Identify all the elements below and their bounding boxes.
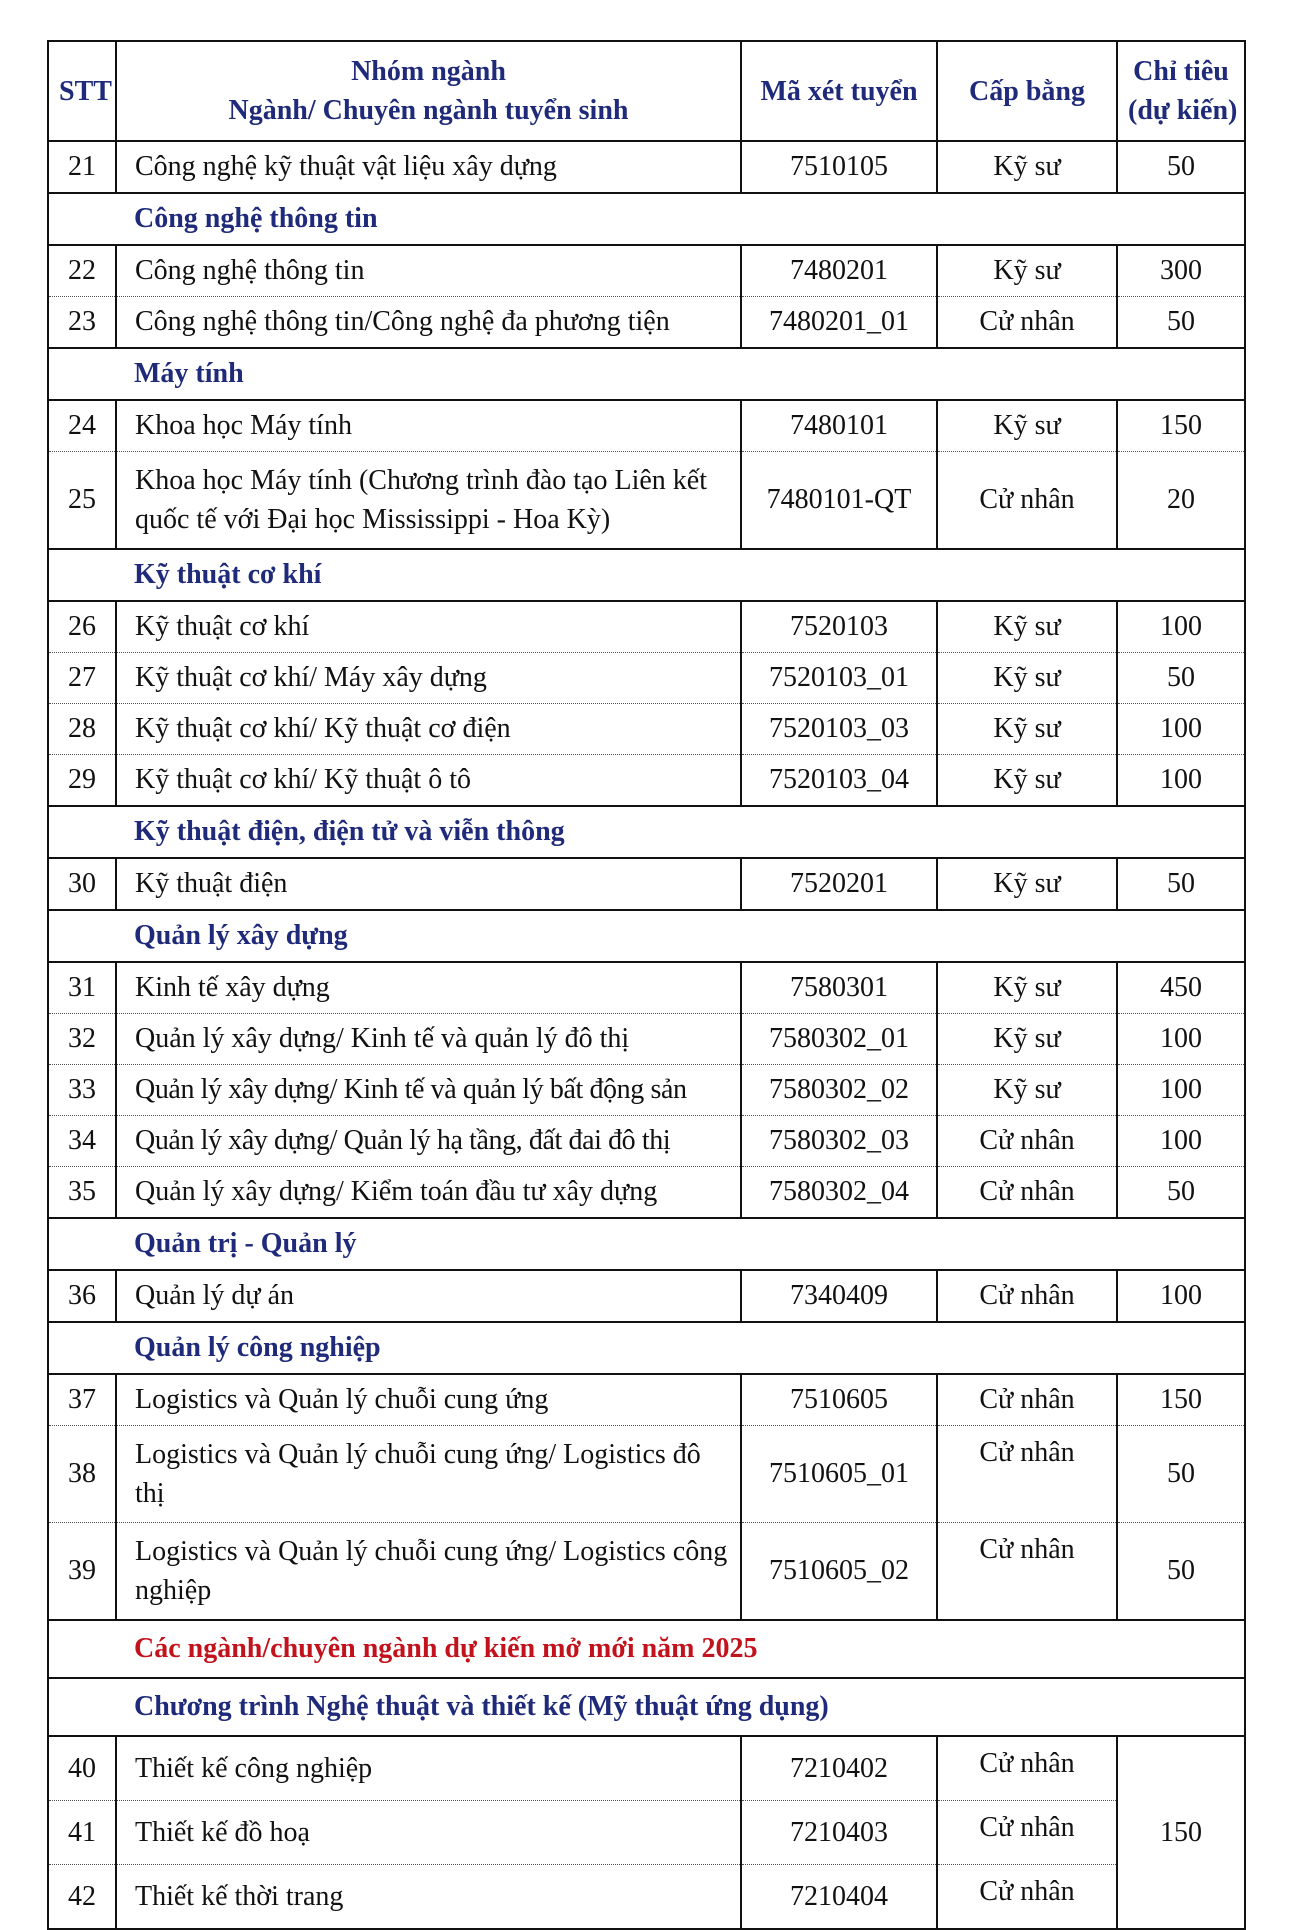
cell-quota: 150 xyxy=(1117,1374,1245,1426)
cell-quota: 50 xyxy=(1117,141,1245,193)
cell-code: 7210404 xyxy=(741,1865,937,1930)
cell-program: Công nghệ thông tin/Công nghệ đa phương tiện xyxy=(116,297,741,349)
cell-code: 7580302_01 xyxy=(741,1014,937,1065)
cell-program: Kinh tế xây dựng xyxy=(116,962,741,1014)
cell-stt: 33 xyxy=(48,1065,116,1116)
table-row xyxy=(48,1116,1245,1167)
cell-stt: 34 xyxy=(48,1116,116,1167)
header-program xyxy=(116,41,741,141)
cell-quota: 20 xyxy=(1117,452,1245,550)
cell-code: 7480201_01 xyxy=(741,297,937,349)
header-group-line1: Nhóm ngành xyxy=(351,56,506,87)
cell-program: Thiết kế thời trang xyxy=(116,1865,741,1930)
group-title: Quản trị - Quản lý xyxy=(116,1218,1245,1270)
cell-program: Kỹ thuật cơ khí xyxy=(116,601,741,653)
cell-stt: 31 xyxy=(48,962,116,1014)
cell-code: 7480201 xyxy=(741,245,937,297)
cell-stt: 30 xyxy=(48,858,116,910)
cell-degree: Kỹ sư xyxy=(937,704,1117,755)
header-quota-line1: Chỉ tiêu xyxy=(1133,56,1229,87)
cell-quota: 300 xyxy=(1117,245,1245,297)
cell-stt: 25 xyxy=(48,452,116,550)
cell-stt: 22 xyxy=(48,245,116,297)
cell-degree: Kỹ sư xyxy=(937,653,1117,704)
cell-degree: Kỹ sư xyxy=(937,1014,1117,1065)
admission-quota-table xyxy=(47,40,1246,1930)
new-programs-title: Các ngành/chuyên ngành dự kiến mở mới năm 2025 xyxy=(116,1620,1245,1678)
cell-degree: Kỹ sư xyxy=(937,962,1117,1014)
cell-code: 7210403 xyxy=(741,1801,937,1865)
group-row xyxy=(48,910,1245,962)
cell-quota-merged: 150 xyxy=(1117,1736,1245,1929)
group-title: Kỹ thuật cơ khí xyxy=(116,549,1245,601)
cell-program: Logistics và Quản lý chuỗi cung ứng/ Logistics công nghiệp xyxy=(116,1523,741,1621)
table-row xyxy=(48,601,1245,653)
header-code: Mã xét tuyển xyxy=(741,41,937,141)
cell-degree: Cử nhân xyxy=(937,1116,1117,1167)
cell-program: Quản lý xây dựng/ Kinh tế và quản lý đô thị xyxy=(116,1014,741,1065)
cell-degree: Cử nhân xyxy=(937,1736,1117,1801)
cell-quota: 100 xyxy=(1117,1065,1245,1116)
cell-stt: 40 xyxy=(48,1736,116,1801)
cell-program: Kỹ thuật cơ khí/ Kỹ thuật ô tô xyxy=(116,755,741,807)
table-row xyxy=(48,1014,1245,1065)
cell-quota: 50 xyxy=(1117,1426,1245,1523)
cell-code: 7510605_01 xyxy=(741,1426,937,1523)
cell-program: Kỹ thuật điện xyxy=(116,858,741,910)
cell-stt: 39 xyxy=(48,1523,116,1621)
cell-quota: 100 xyxy=(1117,1014,1245,1065)
table-row xyxy=(48,1736,1245,1801)
cell-program: Công nghệ thông tin xyxy=(116,245,741,297)
cell-quota: 100 xyxy=(1117,1270,1245,1322)
cell-code: 7520103_01 xyxy=(741,653,937,704)
cell-stt: 37 xyxy=(48,1374,116,1426)
cell-program: Quản lý dự án xyxy=(116,1270,741,1322)
cell-degree: Cử nhân xyxy=(937,297,1117,349)
cell-program: Quản lý xây dựng/ Kinh tế và quản lý bất động sản xyxy=(116,1065,741,1116)
table-row xyxy=(48,400,1245,452)
cell-stt: 26 xyxy=(48,601,116,653)
cell-degree: Cử nhân xyxy=(937,1426,1117,1523)
header-quota xyxy=(1117,41,1245,141)
cell-code: 7510605 xyxy=(741,1374,937,1426)
cell-degree: Kỹ sư xyxy=(937,141,1117,193)
table-row xyxy=(48,297,1245,349)
header-group-line2: Ngành/ Chuyên ngành tuyển sinh xyxy=(228,95,629,126)
cell-program: Logistics và Quản lý chuỗi cung ứng/ Logistics đô thị xyxy=(116,1426,741,1523)
cell-degree: Cử nhân xyxy=(937,1865,1117,1930)
cell-degree: Kỹ sư xyxy=(937,400,1117,452)
cell-program: Kỹ thuật cơ khí/ Máy xây dựng xyxy=(116,653,741,704)
group-row xyxy=(48,1218,1245,1270)
cell-code: 7510105 xyxy=(741,141,937,193)
cell-stt: 35 xyxy=(48,1167,116,1219)
cell-quota: 50 xyxy=(1117,653,1245,704)
group-row xyxy=(48,193,1245,245)
cell-program: Khoa học Máy tính xyxy=(116,400,741,452)
cell-program: Thiết kế đồ hoạ xyxy=(116,1801,741,1865)
cell-stt: 27 xyxy=(48,653,116,704)
table-row xyxy=(48,858,1245,910)
cell-stt: 23 xyxy=(48,297,116,349)
cell-quota: 450 xyxy=(1117,962,1245,1014)
cell-quota: 100 xyxy=(1117,704,1245,755)
cell-stt: 38 xyxy=(48,1426,116,1523)
table-row xyxy=(48,962,1245,1014)
group-title: Quản lý công nghiệp xyxy=(116,1322,1245,1374)
cell-quota: 150 xyxy=(1117,400,1245,452)
cell-degree: Cử nhân xyxy=(937,1270,1117,1322)
cell-code: 7210402 xyxy=(741,1736,937,1801)
cell-quota: 100 xyxy=(1117,1116,1245,1167)
cell-degree: Cử nhân xyxy=(937,1374,1117,1426)
cell-quota: 100 xyxy=(1117,755,1245,807)
table-row xyxy=(48,141,1245,193)
cell-code: 7580302_02 xyxy=(741,1065,937,1116)
cell-code: 7480101-QT xyxy=(741,452,937,550)
group-title: Công nghệ thông tin xyxy=(116,193,1245,245)
cell-stt: 21 xyxy=(48,141,116,193)
table-row xyxy=(48,1426,1245,1523)
cell-code: 7520201 xyxy=(741,858,937,910)
cell-program: Công nghệ kỹ thuật vật liệu xây dựng xyxy=(116,141,741,193)
cell-program: Logistics và Quản lý chuỗi cung ứng xyxy=(116,1374,741,1426)
cell-code: 7480101 xyxy=(741,400,937,452)
table-row xyxy=(48,704,1245,755)
header-row xyxy=(48,41,1245,141)
cell-degree: Kỹ sư xyxy=(937,755,1117,807)
table-row xyxy=(48,1270,1245,1322)
cell-code: 7340409 xyxy=(741,1270,937,1322)
cell-code: 7580301 xyxy=(741,962,937,1014)
cell-quota: 50 xyxy=(1117,858,1245,910)
table-row xyxy=(48,755,1245,807)
cell-program: Khoa học Máy tính (Chương trình đào tạo Liên kết quốc tế với Đại học Mississippi - Hoa Kỳ) xyxy=(116,452,741,550)
cell-code: 7520103_04 xyxy=(741,755,937,807)
cell-code: 7520103_03 xyxy=(741,704,937,755)
table-row xyxy=(48,1865,1245,1930)
cell-program: Thiết kế công nghiệp xyxy=(116,1736,741,1801)
cell-degree: Kỹ sư xyxy=(937,601,1117,653)
header-quota-line2: (dự kiến) xyxy=(1128,95,1238,126)
group-row xyxy=(48,1678,1245,1736)
cell-stt: 36 xyxy=(48,1270,116,1322)
cell-quota: 100 xyxy=(1117,601,1245,653)
group-title: Chương trình Nghệ thuật và thiết kế (Mỹ thuật ứng dụng) xyxy=(116,1678,1245,1736)
cell-stt: 41 xyxy=(48,1801,116,1865)
cell-stt: 32 xyxy=(48,1014,116,1065)
header-degree: Cấp bằng xyxy=(937,41,1117,141)
cell-stt: 42 xyxy=(48,1865,116,1930)
table-row xyxy=(48,653,1245,704)
group-title: Máy tính xyxy=(116,348,1245,400)
cell-program: Quản lý xây dựng/ Quản lý hạ tầng, đất đai đô thị xyxy=(116,1116,741,1167)
cell-stt: 24 xyxy=(48,400,116,452)
cell-stt: 28 xyxy=(48,704,116,755)
table-row xyxy=(48,1523,1245,1621)
group-row xyxy=(48,549,1245,601)
table-row xyxy=(48,1801,1245,1865)
cell-quota: 50 xyxy=(1117,1167,1245,1219)
cell-quota: 50 xyxy=(1117,1523,1245,1621)
cell-stt: 29 xyxy=(48,755,116,807)
table-row xyxy=(48,245,1245,297)
table-row xyxy=(48,1167,1245,1219)
group-title: Quản lý xây dựng xyxy=(116,910,1245,962)
cell-degree: Cử nhân xyxy=(937,1523,1117,1621)
cell-code: 7520103 xyxy=(741,601,937,653)
cell-code: 7510605_02 xyxy=(741,1523,937,1621)
cell-degree: Cử nhân xyxy=(937,1167,1117,1219)
cell-program: Quản lý xây dựng/ Kiểm toán đầu tư xây dựng xyxy=(116,1167,741,1219)
header-stt: STT xyxy=(48,41,116,141)
group-row xyxy=(48,806,1245,858)
new-programs-row xyxy=(48,1620,1245,1678)
table-row xyxy=(48,452,1245,550)
cell-degree: Kỹ sư xyxy=(937,858,1117,910)
cell-degree: Kỹ sư xyxy=(937,245,1117,297)
cell-quota: 50 xyxy=(1117,297,1245,349)
cell-code: 7580302_03 xyxy=(741,1116,937,1167)
table-row xyxy=(48,1065,1245,1116)
cell-degree: Kỹ sư xyxy=(937,1065,1117,1116)
cell-program: Kỹ thuật cơ khí/ Kỹ thuật cơ điện xyxy=(116,704,741,755)
cell-degree: Cử nhân xyxy=(937,452,1117,550)
cell-degree: Cử nhân xyxy=(937,1801,1117,1865)
group-title: Kỹ thuật điện, điện tử và viễn thông xyxy=(116,806,1245,858)
group-row xyxy=(48,1322,1245,1374)
cell-code: 7580302_04 xyxy=(741,1167,937,1219)
table-row xyxy=(48,1374,1245,1426)
group-row xyxy=(48,348,1245,400)
